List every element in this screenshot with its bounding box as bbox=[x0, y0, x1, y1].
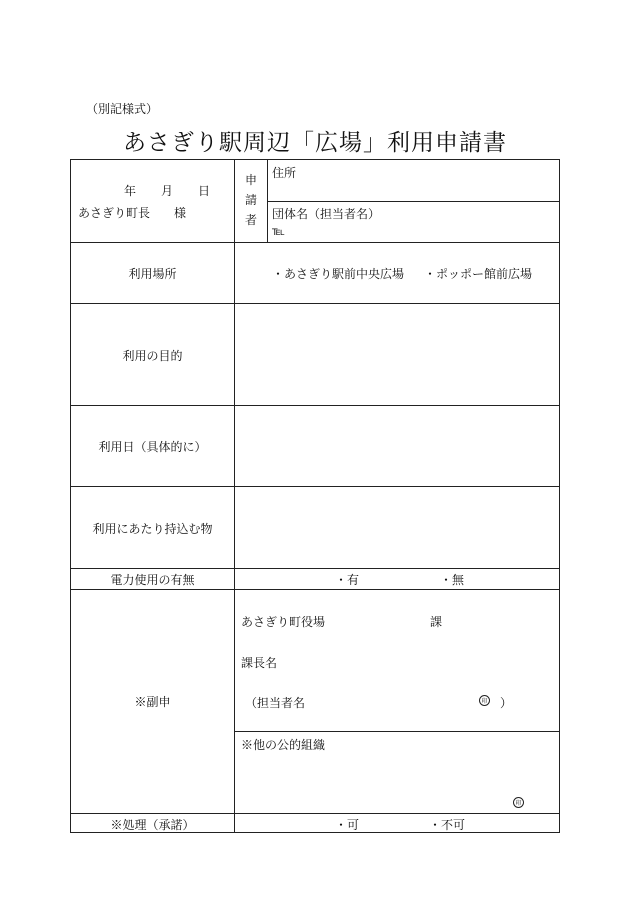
section-label: 課 bbox=[430, 615, 443, 629]
purpose-label: 利用の目的 bbox=[122, 349, 183, 363]
approval-ok-option: ・可 bbox=[335, 818, 360, 832]
applicant-char-2: 請 bbox=[244, 193, 257, 207]
section-chief-label: 課長名 bbox=[241, 656, 278, 670]
document-title: あさぎり駅周辺「広場」利用申請書 bbox=[123, 130, 507, 156]
date-day-label: 日 bbox=[198, 184, 211, 198]
power-yes-option: ・有 bbox=[335, 573, 360, 587]
other-org-label: ※他の公的組織 bbox=[241, 738, 326, 752]
staff-name-label: （担当者名 bbox=[245, 696, 306, 710]
power-use-label: 電力使用の有無 bbox=[110, 573, 195, 587]
location-option-central: ・あさぎり駅前中央広場 bbox=[272, 267, 405, 281]
endorsement-label: ※副申 bbox=[134, 695, 171, 709]
applicant-char-1: 申 bbox=[244, 173, 257, 187]
power-no-option: ・無 bbox=[440, 573, 465, 587]
tel-label: ℡ bbox=[272, 224, 285, 238]
approval-label: ※処理（承諾） bbox=[110, 818, 195, 832]
town-office-label: あさぎり町役場 bbox=[241, 615, 326, 629]
use-date-label: 利用日（具体的に） bbox=[98, 440, 207, 454]
seal-mark-icon: 印 bbox=[479, 695, 490, 706]
application-form bbox=[70, 159, 560, 833]
approval-ng-option: ・不可 bbox=[429, 818, 466, 832]
date-month-label: 月 bbox=[161, 184, 174, 198]
address-label: 住所 bbox=[272, 166, 297, 180]
items-label: 利用にあたり持込む物 bbox=[92, 522, 213, 536]
addressee: あさぎり町長 様 bbox=[78, 206, 187, 220]
applicant-label bbox=[244, 170, 258, 230]
seal-mark-icon: 印 bbox=[513, 797, 524, 808]
location-option-poppo: ・ポッポー館前広場 bbox=[424, 267, 533, 281]
applicant-char-3: 者 bbox=[244, 213, 257, 227]
staff-name-close: ） bbox=[500, 696, 513, 710]
date-year-label: 年 bbox=[124, 184, 137, 198]
group-name-label: 団体名（担当者名） bbox=[272, 207, 381, 221]
form-note: （別記様式） bbox=[86, 102, 159, 116]
location-label: 利用場所 bbox=[128, 267, 177, 281]
